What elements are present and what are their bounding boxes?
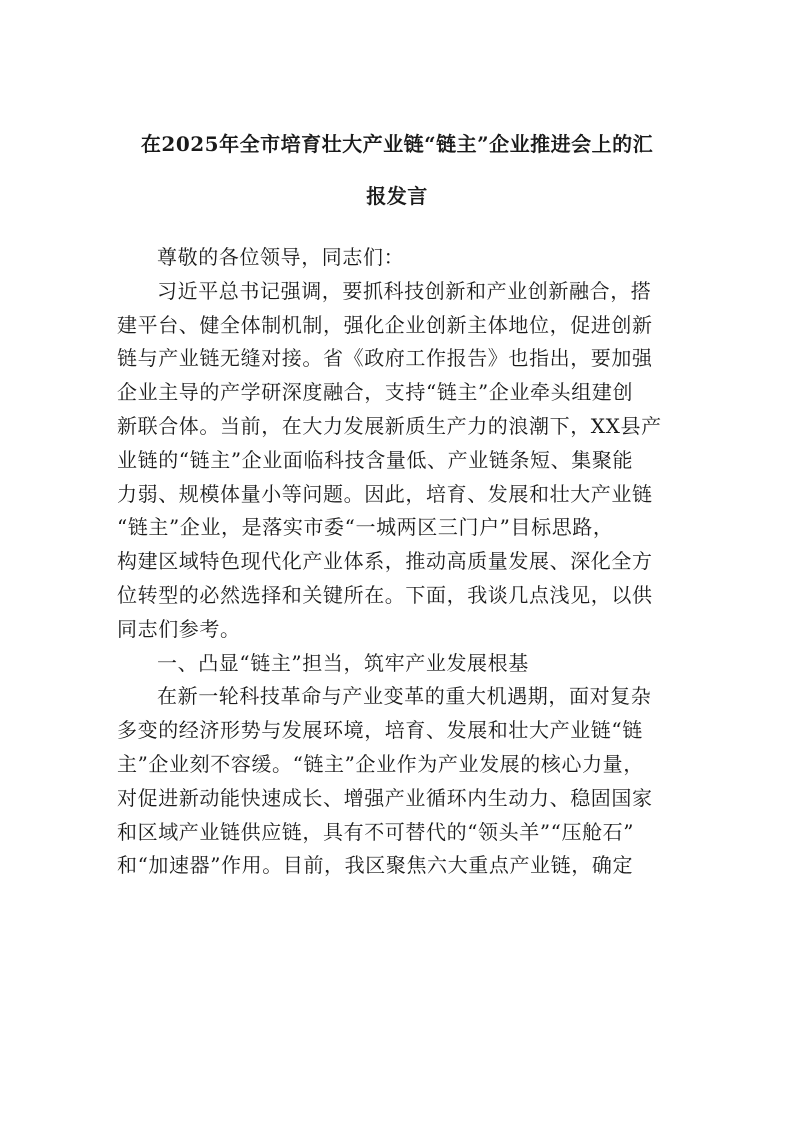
body-line: 和“加速器”作用。目前，我区聚焦六大重点产业链，确定 <box>117 853 634 878</box>
body-line: 位转型的必然选择和关键所在。下面，我谈几点浅见，以供 <box>117 582 653 607</box>
salutation: 尊敬的各位领导，同志们： <box>157 245 405 269</box>
document-title <box>117 118 677 222</box>
body-line: 链与产业链无缝对接。省《政府工作报告》也指出，要加强 <box>117 346 653 371</box>
section-heading: 一、凸显“链主”担当，筑牢产业发展根基 <box>157 650 529 675</box>
body-line: 建平台、健全体制机制，强化企业创新主体地位，促进创新 <box>117 312 653 337</box>
body-line: 对促进新动能快速成长、增强产业循环内生动力、稳固国家 <box>117 785 653 810</box>
body-line: 主”企业刻不容缓。“链主”企业作为产业发展的核心力量， <box>117 751 644 776</box>
body-line: 和区域产业链供应链，具有不可替代的“领头羊”“压舱石” <box>117 819 635 844</box>
document-body <box>117 241 692 883</box>
body-line: 力弱、规模体量小等问题。因此，培育、发展和壮大产业链 <box>117 481 653 506</box>
body-line: 构建区域特色现代化产业体系，推动高质量发展、深化全方 <box>117 549 653 574</box>
body-line: 新联合体。当前，在大力发展新质生产力的浪潮下，XX县产 <box>117 413 662 438</box>
body-line: 习近平总书记强调，要抓科技创新和产业创新融合，搭 <box>157 278 652 303</box>
body-line: “链主”企业，是落实市委“一城两区三门户”目标思路， <box>117 515 614 540</box>
title-line-1: 在2025年全市培育壮大产业链“链主”企业推进会上的汇 <box>140 132 654 156</box>
body-line: 企业主导的产学研深度融合，支持“链主”企业牵头组建创 <box>117 380 634 405</box>
body-line: 在新一轮科技革命与产业变革的重大机遇期，面对复杂 <box>157 684 652 709</box>
body-line: 多变的经济形势与发展环境，培育、发展和壮大产业链“链 <box>117 718 643 743</box>
body-line: 业链的“链主”企业面临科技含量低、产业链条短、集聚能 <box>117 447 634 472</box>
body-line: 同志们参考。 <box>117 616 241 641</box>
title-line-2: 报发言 <box>366 184 428 208</box>
